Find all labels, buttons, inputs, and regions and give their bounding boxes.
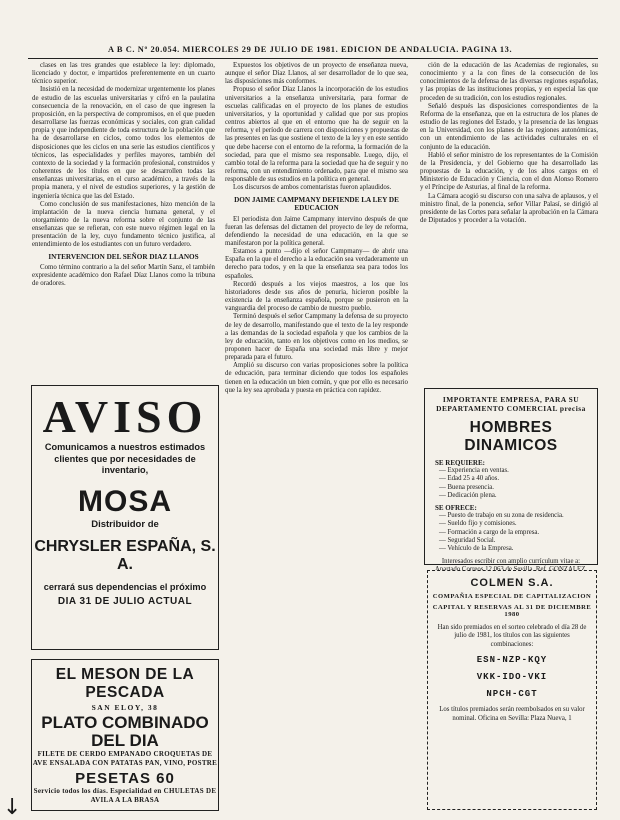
meson-name: EL MESON DE LA PESCADA xyxy=(55,666,195,701)
colmen-footer: Los títulos premiados serán reembolsados en su valor nominal. Oficina en Sevilla: Plaza Nueva, 1 xyxy=(439,706,585,722)
col3-paragraph: Habló el señor ministro de los representantes de la Comisión de la Presidencia, y del Gobierno que ha desarrollado las propuestas de la educación, y de los altos cargos en el Ministerio de Educación y Ciencia, con el don Alonso Romero y el Príncipe de Asturias, al final de la reforma. xyxy=(420,151,598,192)
col2-paragraph: Amplió su discurso con varias proposiciones sobre la política de educación, para terminar diciendo que todos los españoles tienen en la educación un bien común, y que por ello es necesario que la ley sea aprobada y puesta en práctica con rapidez. xyxy=(225,362,408,394)
page-header: A B C. Nº 20.054. MIERCOLES 29 DE JULIO DE 1981. EDICION DE ANDALUCIA. PAGINA 13. xyxy=(108,45,513,54)
hombres-requirement: — Buena presencia. xyxy=(439,483,494,491)
column-2-text xyxy=(225,62,408,812)
aviso-body: Comunicamos a nuestros estimados clientes que por necesidades de inventario, xyxy=(44,442,206,475)
column-3-text xyxy=(420,62,598,380)
col3-paragraph: Señaló después las disposiciones correspondientes de la Reforma de la enseñanza, que en la estructura de los planes de estudio de las regiones del Estado, y la presencia de las lenguas en la Universidad, con los planes de las regiones autonómicas, con un entendimiento de las actividades culturales en el conjunto de la educación. xyxy=(420,102,598,151)
meson-note: Servicio todos los días. Especialidad en CHULETAS DE AVILA A LA BRASA xyxy=(33,787,217,804)
aviso-chrysler: CHRYSLER ESPAÑA, S. A. xyxy=(34,537,216,573)
hombres-requirement: — Edad 25 a 40 años. xyxy=(439,475,500,483)
hombres-offer: — Formación a cargo de la empresa. xyxy=(439,528,540,536)
col2-paragraph: Expuestos los objetivos de un proyecto de enseñanza nueva, aunque el señor Díaz Llanos, al ser desarrollador de lo que sea, las disposiciones más conformes. xyxy=(225,62,408,86)
hombres-offer: — Sueldo fijo y comisiones. xyxy=(439,520,517,528)
meson-address: SAN ELOY, 38 xyxy=(91,703,159,712)
hombres-dinamicos-ad xyxy=(424,388,598,565)
colmen-capital: CAPITAL Y RESERVAS AL 31 DE DICIEMBRE 1980 xyxy=(432,604,592,618)
hombres-top: IMPORTANTE EMPRESA, PARA SU DEPARTAMENTO COMERCIAL precisa xyxy=(436,395,586,413)
meson-items: FILETE DE CERDO EMPANADO CROQUETAS DE AVE ENSALADA CON PATATAS PAN, VINO, POSTRE xyxy=(32,750,218,767)
col2-paragraph: Terminó después el señor Campmany la defensa de su proyecto de ley de desarrollo, manifestando que el texto de la ley responde a las demandas de la sociedad española y que los cambios de la ley de educación, tanto en los objetivos como en los medios, se proponen hacer de España una sociedad más libre y mejor preparada para el futuro. xyxy=(225,313,408,362)
col1-paragraph: clases en las tres grandes que establece la ley: diplomado, licenciado y doctor, e impartidos preferentemente en un cuarto técnico superior. xyxy=(32,62,215,86)
hombres-footer: Interesados escribir con amplio currículum vitae a: xyxy=(441,557,581,565)
meson-price: PESETAS 60 xyxy=(75,770,175,787)
col2-paragraph: Propuso el señor Díaz Llanos la incorporación de los estudios universitarios a la enseñanza universitaria, para formar de escuelas calificadas en el proyecto de los planes de estudios universitarios, y la oportunidad y calidad que por sus propios centros abiertos al que en el entorno que ha de seguir en la reforma, y el período de carrera con disposiciones y propuestas de las presentes en las que sostiene el texto de la ley y en este sentido que debe hacerse con el entorno de la reforma, la formación de la sociedad, para que el mismo sea responsable. Luego, dijo, el cambio total de la reforma para la sociedad que ha de seguir y no reforma, con un entendimiento ordenado, para que el mismo sea responsable de sus estudios en la política en general. xyxy=(225,86,408,184)
col2-paragraph: Estamos a punto —dijo el señor Campmany— de abrir una España en la que el derecho a la educación sea verdaderamente un derecho para todos, y en la que la enseñanza sea para todos los españoles. xyxy=(225,248,408,280)
col3-paragraph: ción de la educación de las Academias de regionales, su conocimiento y a la con fines de la consecución de los conocimientos de la defensa de las diversas regiones españolas, y las propias de las instituciones propias, y en especial las que proceden de su tradición, con los estudios regionales. xyxy=(420,62,598,102)
colmen-name: COLMEN S.A. xyxy=(470,577,554,589)
hombres-requirement: — Experiencia en ventas. xyxy=(439,467,509,474)
page-corner-arrow-icon: ↓ xyxy=(3,795,22,820)
colmen-code: ESN-NZP-KQY xyxy=(476,655,548,666)
meson-ad xyxy=(31,659,219,811)
hombres-offer: — Seguridad Social. xyxy=(439,537,496,545)
col1-paragraph: Insistió en la necesidad de modernizar urgentemente los planes de estudio de las escuelas universitarias y cifró en la paulatina consecuencia de la renovación, en el caso de que ingresen la proposición, en la perspectiva de compromisos, en el que pueden desarrollarse las fuerzas económicas y sociales, con gran calidad propia y que independiente de toda estructura de la población que ha de desarrollarse en ciclos, como todos los elementos de disposiciones que les ciclos en una serie las estudios científicos y técnicos, las especialidades y perfiles mayores, también del contexto de la sociedad y la formación profesional, construidos y coherentes de los títulos en que se desarrollen todas las enseñanzas universitarias, en el curso académico, a través de la propia manera, y el nivel de estudios superiores, y la gestión de ingeniería técnica que las del Estado. xyxy=(32,86,215,200)
colmen-body: Han sido premiados en el sorteo celebrado el día 28 de julio de 1981, los títulos con las siguientes combinaciones: xyxy=(437,624,587,648)
hombres-requirement: — Dedicación plena. xyxy=(439,491,497,499)
col1-paragraph: Como término contrario a la del señor Martín Sanz, el también expresidente académico don Rafael Díaz Llanos como la tribuna de oradores. xyxy=(32,264,215,288)
hombres-headline: HOMBRES DINAMICOS xyxy=(464,419,558,454)
aviso-title: AVISO xyxy=(42,391,208,442)
col2-paragraph: El periodista don Jaime Campmany intervino después de que fueran las defensas del dictamen del proyecto de ley de reforma, defendiendo la necesidad de una educación, en la que se manifestaron por la política general. xyxy=(225,215,408,247)
colmen-subtitle: COMPAÑIA ESPECIAL DE CAPITALIZACION xyxy=(432,593,592,600)
aviso-brand: MOSA xyxy=(78,484,172,518)
col1-paragraph: Como conclusión de sus manifestaciones, hizo mención de la implantación de la nueva ciencia humana general, y el otorgamiento de la nueva reforma sobre el conjunto de las enseñanzas que se refieran, con este nuevo régimen legal en la presentación de la ley, cuyo fundamento técnico justifica, al entendimiento de los estudiantes con un futuro verdadero. xyxy=(32,200,215,249)
col2-subheading: DON JAIME CAMPMANY DEFIENDE LA LEY DE EDUCACION xyxy=(234,195,399,212)
colmen-ad xyxy=(427,570,597,810)
colmen-code: NPCH-CGT xyxy=(486,689,538,700)
header-rule xyxy=(28,58,598,59)
col3-paragraph: La Cámara acogió su discurso con una salva de aplausos, y el ministro final, de la ponencia, señor Villar Palasí, se dirigió al presidente de las Cortes para señalar la aprobación en la Cámara de Diputados y proceder a la votación. xyxy=(420,192,598,224)
col2-paragraph: Los discursos de ambos comentaristas fueron aplaudidos. xyxy=(233,184,392,192)
col2-paragraph: Recordó después a los viejos maestros, a los que los historiadores desde sus años de penuria, hicieron posible la existencia de la enseñanza española, porque se pusieron en la vanguardia del proceso de cambio de nuestro pueblo. xyxy=(225,280,408,313)
aviso-date: DIA 31 DE JULIO ACTUAL xyxy=(57,596,193,607)
aviso-closing: cerrará sus dependencias el próximo xyxy=(43,581,207,592)
aviso-ad xyxy=(31,385,219,650)
aviso-distributor: Distribuidor de xyxy=(91,518,159,530)
hombres-requirements-title: SE REQUIERE: xyxy=(435,459,485,467)
hombres-offer: — Vehículo de la Empresa. xyxy=(439,545,514,553)
column-1-text xyxy=(32,62,215,370)
meson-dish: PLATO COMBINADO DEL DIA xyxy=(41,713,209,750)
col1-subheading: INTERVENCION DEL SEÑOR DIAZ LLANOS xyxy=(48,252,199,261)
hombres-offers-title: SE OFRECE: xyxy=(435,504,477,513)
colmen-code: VKK-IDO-VKI xyxy=(476,672,548,683)
hombres-offer: — Puesto de trabajo en su zona de residencia. xyxy=(439,512,564,520)
